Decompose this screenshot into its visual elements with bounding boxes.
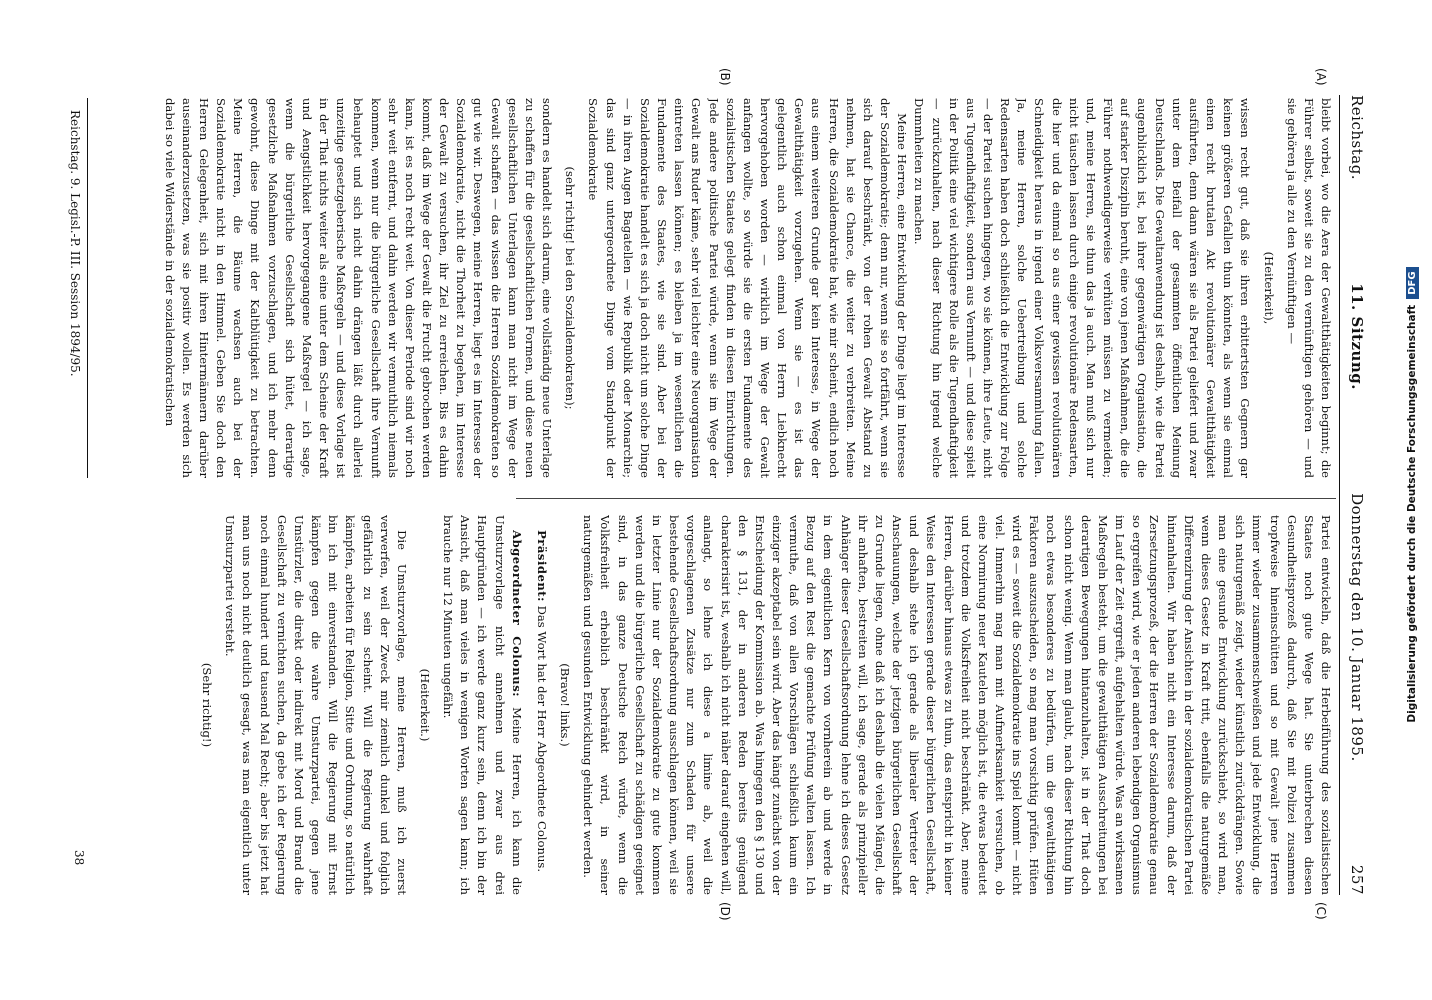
- right-interjection-3: (Sehr richtig!): [200, 662, 215, 748]
- footer-left: Reichstag. 9. Legisl.-P. III. Session 1894/95.: [68, 110, 82, 377]
- left-paragraph-1: bleibt vorbei, wo die Aera der Gewaltthätigkeiten beginnt; die Führer selbst, soweit sie zu den vernünftigen gehören — und sie gehören ja alle zu den Vernünftigen —: [1284, 98, 1333, 478]
- margin-mark-d: (D): [718, 902, 732, 921]
- page-header: [1344, 95, 1370, 895]
- speech-president-text: Das Wort hat der Herr Abgeordnete Colonus.: [534, 605, 549, 873]
- left-interjection-1: (Heiterkeit),: [1261, 251, 1276, 325]
- footer-rule: [87, 98, 88, 478]
- footer-signature: 38: [72, 850, 86, 866]
- left-paragraph-4: sondern es handelt sich darum, eine vollständig neue Unterlage zu schaffen für die gesellschaftlichen Formen, und diese neuen gesellschaftlichen Unterlagen kann man nicht im Wege der Gewalt schaffen — das wissen die Herren Sozialdemokraten so gut wie wir. Deswegen, meine Herren, liegt es im Interesse der Sozialdemokratie, nicht die Thorheit zu begehen, im Interesse der Gewalt zu versuchen, ihr Ziel zu erreichen. Bis es dahin kommt, daß im Wege der Gewalt die Frucht gebrochen werden kann, ist es noch recht weit. Von dieser Periode sind wir noch sehr weit entfernt, und dahin werden wir vermuthlich niemals kommen, wenn nur die bürgerliche Gesellschaft ihre Vernunft behauptet und sich nicht dahin drängen läßt durch allerlei unzeitige gesetzgeberische Maßregeln — und diese Vorlage ist in der That nichts weiter als eine unter dem Scheine der Kraft und Aengstlichkeit hervorgegangene Maßregel — ich sage, wenn die bürgerliche Gesellschaft sich hütet, derartige gesetzliche Maßnahmen vorzuschlagen, und ich mehr denn gewohnt, diese Dinge mit der Kaltblütigkeit zu betrachten. Meine Herren, die Bäume wachsen auch bei der Sozialdemokratie nicht in den Himmel. Geben Sie doch den Herren Gelegenheit, sich mit ihren Hintermännern darüber auseinanderzusetzen, was sie positiv wollen. Es werden sich dabei so viele Widerstände in der sozialdemokratischen: [162, 98, 555, 478]
- right-interjection-1: (Bravo! links.): [558, 663, 573, 747]
- header-left: Reichstag.: [1348, 95, 1366, 181]
- header-date: Donnerstag den 10. Januar 1895.: [1348, 493, 1366, 762]
- left-paragraph-3: Meine Herren, eine Entwicklung der Dinge liegt im Interesse der Sozialdemokratie; denn nur, wenn sie so fortfährt, wenn sie sich darauf beschränkt, von der rohen Gewalt Abstand zu nehmen, hat sie Chance, die weiter zu verbreiten. Meine Herren, die Sozialdemokratie hat, wie mir scheint, endlich noch aus einem weiteren Grunde gar kein Interesse, in Wege der Gewaltthätigkeit vorzugehen. Wenn sie — es ist das gelegentlich auch schon einmal von Herrn Liebknecht hervorgehoben worden — wirklich im Wege der Gewalt anfangen wollte, so würde sie die ersten Fundamente des sozialistischen Staates gelegt finden in diesen Einrichtungen. Jede andere politische Partei würde, wenn sie im Wege der Gewalt ans Ruder käme, sehr viel leichter eine Neuorganisation eintreten lassen können; es bleiben ja im wesentlichen die Fundamente des Staates, wie sie sind. Aber bei der Sozialdemokratie handelt es sich ja doch nicht um solche Dinge — in ihren Augen Bagatellen — wie Republik oder Monarchie; das sind ganz untergeordnete Dinge vom Standpunkt der Sozialdemokratie: [586, 98, 910, 478]
- page-number: 257: [1348, 864, 1366, 895]
- right-column: [84, 515, 1334, 895]
- header-rule: [1339, 95, 1340, 895]
- margin-mark-b: (B): [718, 68, 732, 86]
- speaker-president: Präsident:: [534, 530, 549, 602]
- right-speech-2: [439, 515, 525, 895]
- speaker-colonus: Abgeordneter Colonus:: [509, 530, 524, 697]
- speech-colonus-text: Meine Herren, ich kann die Umsturzvorlage nicht annehmen und zwar aus drei Hauptgründen — ich werde ganz kurz sein, denn ich bin der Ansicht, daß man vieles in wenigen Worten sagen kann; ich brauche nur 12 Minuten ungefähr.: [441, 515, 524, 895]
- margin-mark-a: (A): [1314, 68, 1328, 86]
- header-session: 11. Sitzung.: [1348, 283, 1366, 391]
- left-interjection-2: (sehr richtig! bei den Sozialdemokraten);: [563, 166, 578, 410]
- margin-mark-c: (C): [1314, 902, 1328, 920]
- right-interjection-2: (Heiterkeit.): [418, 668, 433, 742]
- right-speech-1: [533, 515, 550, 895]
- right-paragraph-1: Partei entwickeln, daß die Herbeiführung des sozialistischen Staates noch gute Wege hat. Sie unterbrechen diesen Gesundheitsprozeß dadurch, daß Sie mit Polizei zusammen tropfweise hineinschütten und so mit Gewalt jene Herren immer wieder zusammenschweißen und jede Entwicklung, die sich naturgemäß zeigt, wieder künstlich zurückdrängen. Sowie man eine gesunde Entwicklung zurückschiebt, so wird man, wenn dieses Gesetz in Kraft tritt, ebenfalls die naturgemäße Differenzirung der Ansichten in der sozialdemokratischen Partei hintanhalten. Wir haben nicht ein Interesse darum, daß der Zersetzungsprozeß, der die Herren der Sozialdemokratie genau so ergreifen wird, wie er jeden anderen lebendigen Organismus im Lauf der Zeit ergreift, aufgehalten würde. Was an wirksamen Maßregeln besteht, um die gewaltthätigen Ausschreitungen bei derartigen Bewegungen hintanzuhalten, ist in der That doch schon nicht wenig. Wenn man glaubt, nach dieser Richtung hin noch etwas besonderes zu bedürfen, um die gewaltthätigen Faktoren auszuscheiden, so mag man vorsichtig prüfen. Hüten wird es — soweit die Sozialdemokratie ins Spiel kommt — nicht viel. Immerhin mag man mit Aufmerksamkeit versuchen, ob eine Normirung neuer Kautelen möglich ist, die etwas bedeutet und trotzdem die Volksfreiheit nicht beschränkt. Aber, meine Herren, darüber hinaus etwas zu thun, das entspricht in keiner Weise den Interessen gerade dieser bürgerlichen Gesellschaft, und deshalb stehe ich gerade als liberaler Vertreter der Anschauungen, welche der jetzigen bürgerlichen Gesellschaft zu Grunde liegen, ohne daß ich deshalb die vielen Mängel, die ihr anhaften, bestreiten will, ich sage, gerade als prinzipieller Anhänger dieser Gesellschaftsordnung lehne ich dieses Gesetz in dem eigentlichen Kern von vornherein ab und werde in Bezug auf den Rest die gemachte Prüfung walten lassen. Ich vermuthe, daß von allen Vorschlägen schließlich kaum ein einziger akzeptabel sein wird. Aber das hängt zunächst von der Entscheidung der Kommission ab. Was hingegen den § 130 und den § 131, der in anderen Reden bereits genügend charakterisirt ist, weshalb ich nicht näher darauf eingehen will, anlangt, so lehne ich diese a limine ab, weil die vorgeschlagenen Zusätze nur zum Schaden für unsere bestehende Gesellschaftsordnung ausschlagen können, weil sie in letzter Linie nur der Sozialdemokratie zu gute kommen werden und die bürgerliche Gesellschaft zu schädigen geeignet sind, in das ganze Deutsche Reich würde, wenn die Volksfreiheit erheblich beschränkt wird, in seiner naturgemäßen und gesunden Entwicklung gehindert werden.: [581, 515, 1333, 895]
- right-paragraph-2: Die Umsturzvorlage, meine Herren, muß ich zuerst verwerfen, weil der Zweck mir ziemlich dunkel und folglich gefährlich zu sein scheint. Will die Regierung wahrhaft kämpfen, arbeiten für Religion, Sitte und Ordnung, so natürlich bin ich mit einverstanden. Will die Regierung mit Ernst kämpfen gegen die wahre Umsturzpartei, gegen jene Umstürzler, die direkt oder indirekt mit Mord und Brand die Gesellschaft zu vernichten suchen, da gebe ich der Regierung noch einmal hundert und tausend Mal Recht; aber bis jetzt hat man uns noch nicht deutlich gesagt, was man eigentlich unter Umsturzpartei versteht.: [223, 515, 409, 895]
- column-rule: [516, 498, 1336, 499]
- digitization-credit: [1395, 0, 1429, 990]
- credit-text: Digitalisierung gefördert durch die Deutsche Forschungsgemeinschaft: [1406, 304, 1418, 723]
- left-paragraph-2: wissen recht gut, daß sie ihren erbittertsten Gegnern gar keinen größeren Gefallen thun könnten, als wenn sie einmal einen recht brutalen Akt revolutionärer Gewaltthätigkeit ausführten, denn dann wären sie als Partei geliefert und zwar unter dem Beifall der gesammten öffentlichen Meinung Deutschlands. Die Gewaltanwendung ist deshalb, wie die Partei augenblicklich ist, bei ihrer gegenwärtigen Organisation, die auf starker Disziplin beruht, eine von jenen Maßnahmen, die die Führer nothwendigerweise verhüten müssen zu vermeiden; und, meine Herren, sie thun das ja auch. Man muß sich nur nicht täuschen lassen durch einige revolutionäre Redensarten, die hier und da einmal so aus einer gewissen revolutionären Schneidigkeit heraus in irgend einer Volksversammlung fallen. Ja, meine Herren, solche Uebertreibung und solche Redensarten haben doch schließlich die Entwicklung zur Folge — der Partei suchen hingegen, wo sie können, ihre Leute, nicht aus Tugendhaftigkeit, sondern aus Vernunft — und diese spielt in der Politik eine viel wichtigere Rolle als die Tugendhaftigkeit — zurückzuhalten, nach dieser Richtung hin irgend welche Dummheiten zu machen.: [912, 98, 1253, 478]
- left-column: [94, 98, 1334, 478]
- dfg-logo: DFG: [1406, 267, 1419, 298]
